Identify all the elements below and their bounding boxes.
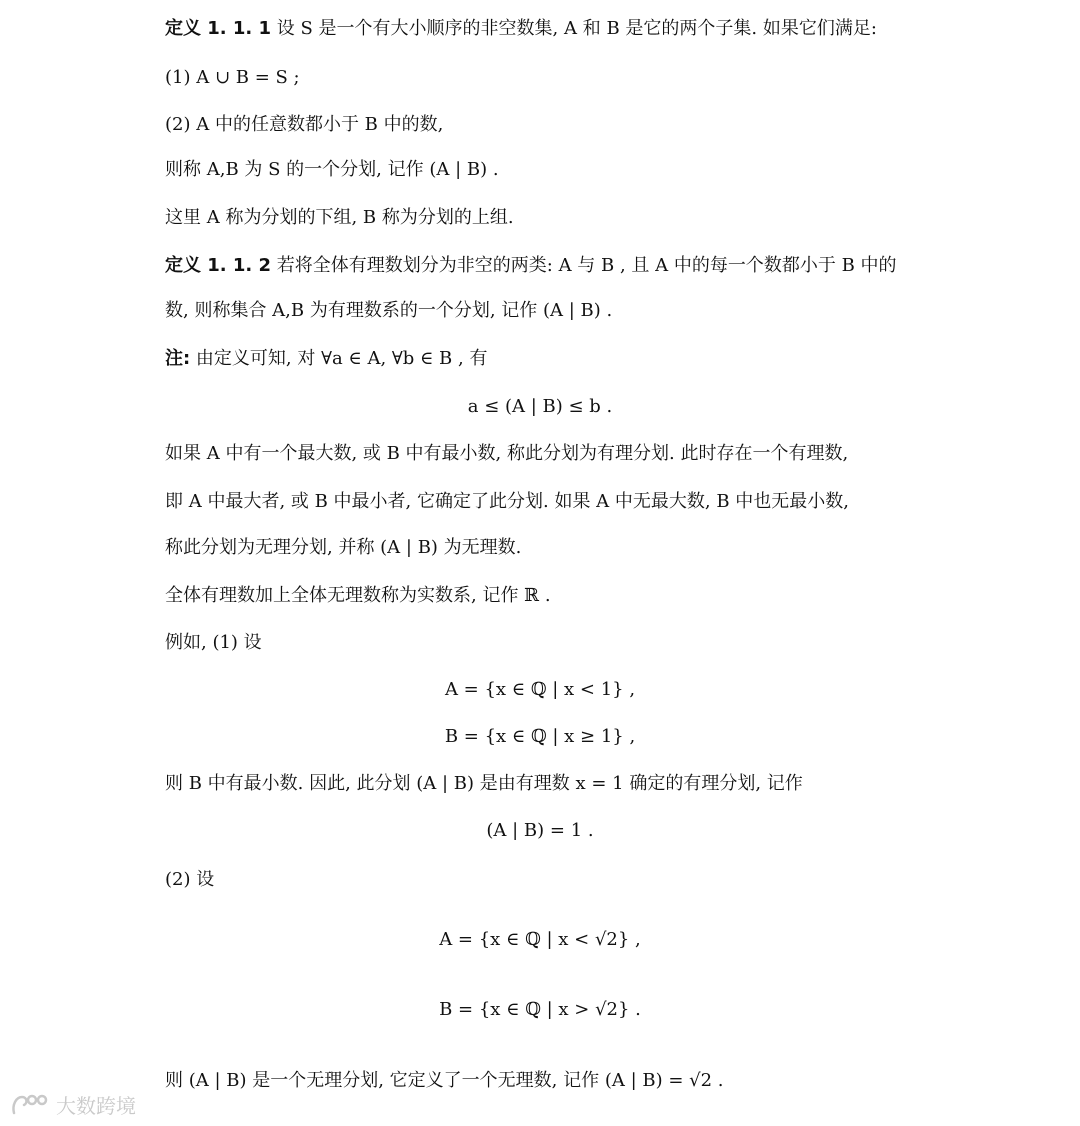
example-1-set-a: A = {x ∈ ℚ | x < 1} , [444,679,636,700]
example-2-set-b: B = {x ∈ ℚ | x > √2} . [439,999,641,1020]
paragraph-rational-cut: 如果 A 中有一个最大数, 或 B 中有最小数, 称此分划为有理分划. 此时存在一个有理数, [165,443,849,464]
definition-1-1-2: 定义 1. 1. 2 若将全体有理数划分为非空的两类: A 与 B , 且 A 中的每一个数都小于 B 中的 [165,255,897,276]
paragraph-irrational-cut: 即 A 中最大者, 或 B 中最小者, 它确定了此分划. 如果 A 中无最大数, B 中也无最小数, [165,491,849,512]
example-2-conclusion: 则 (A | B) 是一个无理分划, 它定义了一个无理数, 记作 (A | B) = √2 . [165,1070,724,1091]
example-2-set-a: A = {x ∈ ℚ | x < √2} , [439,929,641,950]
watermark [10,1090,136,1118]
watermark-text: 大数跨境 [56,1093,136,1118]
definition-1-1-2-cont: 数, 则称集合 A,B 为有理数系的一个分划, 记作 (A | B) . [165,300,613,321]
inequality-formula: a ≤ (A | B) ≤ b . [467,396,613,417]
definition-label: 定义 1. 1. 1 [165,18,272,39]
lower-upper-groups: 这里 A 称为分划的下组, B 称为分划的上组. [165,207,514,228]
partition-notation: 则称 A,B 为 S 的一个分划, 记作 (A | B) . [165,159,499,180]
example-1-intro: 例如, (1) 设 [165,632,262,653]
note-label: 注: [165,348,191,369]
condition-2: (2) A 中的任意数都小于 B 中的数, [165,114,444,135]
condition-1: (1) A ∪ B = S ; [165,67,300,88]
paragraph-irrational-number: 称此分划为无理分划, 并称 (A | B) 为无理数. [165,537,522,558]
example-1-result: (A | B) = 1 . [486,820,594,841]
paragraph-real-numbers: 全体有理数加上全体无理数称为实数系, 记作 ℝ . [165,585,551,606]
example-2-intro: (2) 设 [165,869,215,890]
note: 注: 由定义可知, 对 ∀a ∈ A, ∀b ∈ B , 有 [165,348,488,369]
example-1-set-b: B = {x ∈ ℚ | x ≥ 1} , [444,726,636,747]
definition-label: 定义 1. 1. 2 [165,255,272,276]
watermark-logo-icon [10,1091,50,1117]
definition-1-1-1: 定义 1. 1. 1 设 S 是一个有大小顺序的非空数集, A 和 B 是它的两个子集. 如果它们满足: [165,18,877,39]
example-1-conclusion: 则 B 中有最小数. 因此, 此分划 (A | B) 是由有理数 x = 1 确定的有理分划, 记作 [165,773,803,794]
